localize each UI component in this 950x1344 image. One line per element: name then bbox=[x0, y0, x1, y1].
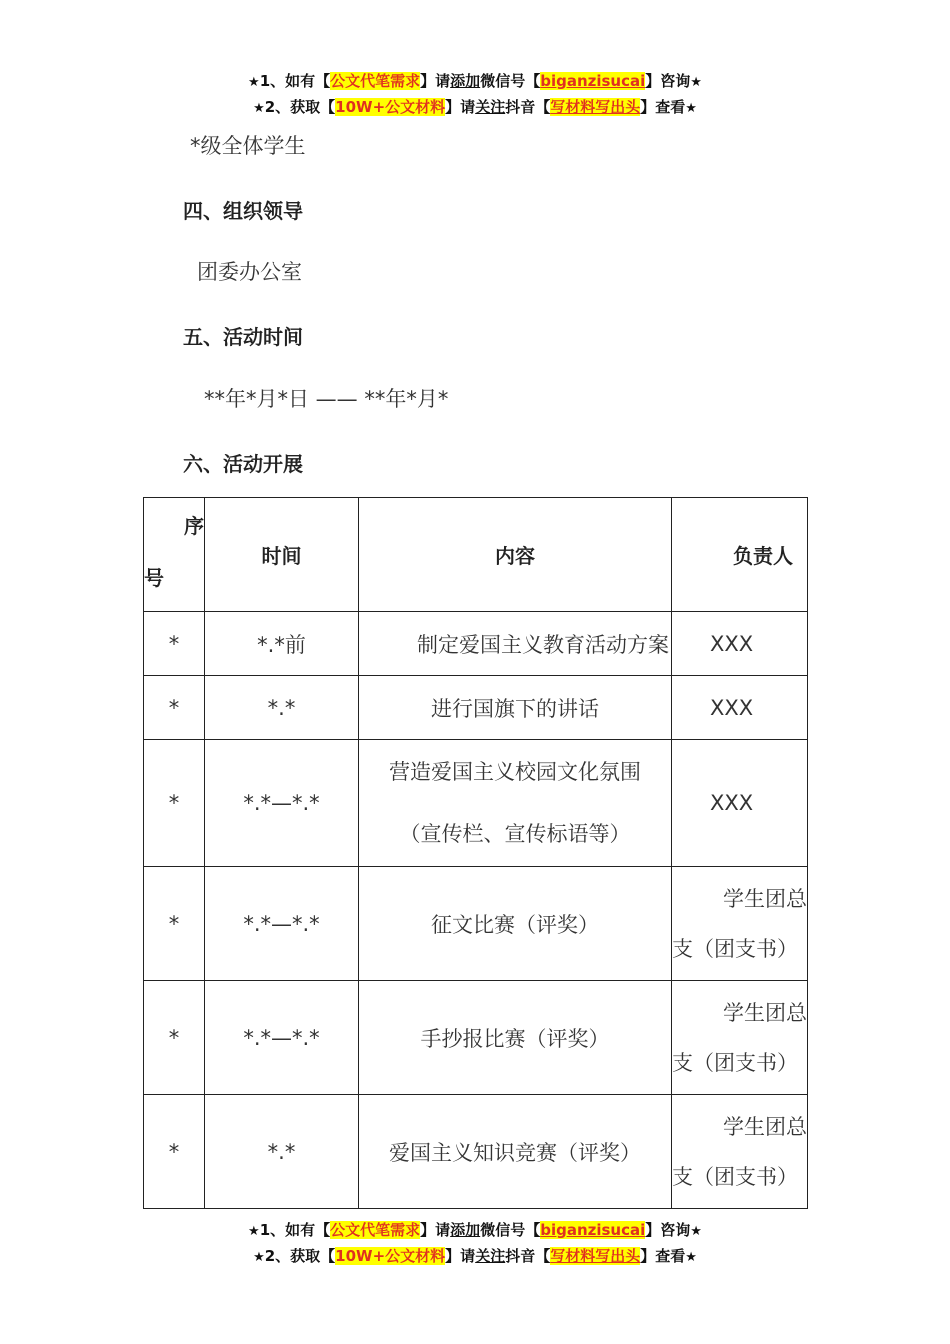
banner-underline: 关注 bbox=[475, 1247, 506, 1265]
banner-text: 抖音【 bbox=[505, 98, 551, 116]
cell-person-line2: 支（团支书） bbox=[672, 936, 798, 961]
header-time: 时间 bbox=[205, 498, 359, 612]
cell-seq: * bbox=[144, 867, 205, 981]
cell-content: 爱国主义知识竞赛（评奖） bbox=[359, 1095, 672, 1209]
banner-text: 】请 bbox=[445, 98, 476, 116]
banner-text: 微信号【 bbox=[480, 72, 541, 90]
banner-text: 】请 bbox=[445, 1247, 476, 1265]
cell-person: XXX bbox=[672, 612, 808, 676]
star-icon: ★ bbox=[253, 101, 265, 116]
banner-text: 】咨询 bbox=[645, 1221, 691, 1239]
banner-text: 】咨询 bbox=[645, 72, 691, 90]
banner-highlight: 公文代笔需求 bbox=[330, 1221, 421, 1239]
header-seq bbox=[144, 498, 205, 612]
banner-underline: 关注 bbox=[475, 98, 506, 116]
star-icon: ★ bbox=[253, 1250, 265, 1265]
banner-line-1 bbox=[0, 69, 950, 95]
table-row bbox=[144, 981, 808, 1095]
star-icon: ★ bbox=[685, 101, 697, 116]
banner-text: 2、获取【 bbox=[264, 1247, 336, 1265]
header-person: 负责人 bbox=[672, 498, 808, 612]
cell-time: *.*前 bbox=[205, 612, 359, 676]
cell-person-line2: 支（团支书） bbox=[672, 1164, 798, 1189]
cell-person: XXX bbox=[672, 740, 808, 867]
banner-text: 】请 bbox=[420, 72, 451, 90]
banner-line-1 bbox=[0, 1218, 950, 1244]
header-seq-part1: 序 bbox=[184, 514, 204, 538]
star-icon: ★ bbox=[690, 75, 702, 90]
table-row bbox=[144, 740, 808, 867]
cell-person-line1: 学生团总 bbox=[723, 886, 807, 911]
banner-highlight: 公文代笔需求 bbox=[330, 72, 421, 90]
banner-underline: 添加 bbox=[450, 1221, 481, 1239]
cell-time: *.* bbox=[205, 676, 359, 740]
activity-table bbox=[143, 497, 808, 1209]
cell-person bbox=[672, 981, 808, 1095]
table-row bbox=[144, 1095, 808, 1209]
cell-seq: * bbox=[144, 612, 205, 676]
banner-highlight: 10W+公文材料 bbox=[335, 98, 446, 116]
cell-seq: * bbox=[144, 981, 205, 1095]
section-4-heading: 四、组织领导 bbox=[183, 199, 303, 223]
banner-text: 抖音【 bbox=[505, 1247, 551, 1265]
banner-text: 1、如有【 bbox=[259, 72, 331, 90]
cell-time: *.*—*.* bbox=[205, 740, 359, 867]
wechat-id-link[interactable]: biganzisucai bbox=[540, 1221, 646, 1239]
cell-person-line2: 支（团支书） bbox=[672, 1050, 798, 1075]
section-5-heading: 五、活动时间 bbox=[183, 325, 303, 349]
banner-underline: 添加 bbox=[450, 72, 481, 90]
header-content: 内容 bbox=[359, 498, 672, 612]
table-row bbox=[144, 676, 808, 740]
banner-line-2 bbox=[0, 95, 950, 121]
cell-seq: * bbox=[144, 676, 205, 740]
cell-content: 进行国旗下的讲话 bbox=[359, 676, 672, 740]
banner-highlight: 10W+公文材料 bbox=[335, 1247, 446, 1265]
wechat-id-link[interactable]: biganzisucai bbox=[540, 72, 646, 90]
cell-seq: * bbox=[144, 740, 205, 867]
cell-content: 手抄报比赛（评奖） bbox=[359, 981, 672, 1095]
bottom-banner bbox=[0, 1218, 950, 1270]
cell-person bbox=[672, 867, 808, 981]
table-row bbox=[144, 612, 808, 676]
douyin-account-link[interactable]: 写材料写出头 bbox=[550, 98, 641, 116]
section-6-heading: 六、活动开展 bbox=[183, 452, 303, 476]
cell-seq: * bbox=[144, 1095, 205, 1209]
banner-text: 微信号【 bbox=[480, 1221, 541, 1239]
cell-content bbox=[359, 740, 672, 867]
douyin-account-link[interactable]: 写材料写出头 bbox=[550, 1247, 641, 1265]
header-seq-part2: 号 bbox=[144, 566, 164, 590]
cell-time: *.*—*.* bbox=[205, 867, 359, 981]
banner-text: 1、如有【 bbox=[259, 1221, 331, 1239]
banner-text: 】查看 bbox=[640, 98, 686, 116]
cell-time: *.*—*.* bbox=[205, 981, 359, 1095]
section-4-text: 团委办公室 bbox=[197, 260, 302, 284]
banner-text: 2、获取【 bbox=[264, 98, 336, 116]
cell-content-line2: （宣传栏、宣传标语等） bbox=[399, 822, 631, 846]
cell-time: *.* bbox=[205, 1095, 359, 1209]
top-banner bbox=[0, 69, 950, 121]
table-header-row bbox=[144, 498, 808, 612]
cell-person bbox=[672, 1095, 808, 1209]
star-icon: ★ bbox=[690, 1224, 702, 1239]
cell-content-line1: 营造爱国主义校园文化氛围 bbox=[389, 760, 641, 784]
banner-text: 】查看 bbox=[640, 1247, 686, 1265]
star-icon: ★ bbox=[248, 75, 260, 90]
banner-text: 】请 bbox=[420, 1221, 451, 1239]
cell-person: XXX bbox=[672, 676, 808, 740]
cell-person-line1: 学生团总 bbox=[723, 1114, 807, 1139]
table-row bbox=[144, 867, 808, 981]
cell-content: 征文比赛（评奖） bbox=[359, 867, 672, 981]
cell-person-line1: 学生团总 bbox=[723, 1000, 807, 1025]
star-icon: ★ bbox=[248, 1224, 260, 1239]
cell-content: 制定爱国主义教育活动方案 bbox=[359, 612, 672, 676]
section-5-text: **年*月*日 —— **年*月* bbox=[204, 387, 449, 411]
star-icon: ★ bbox=[685, 1250, 697, 1265]
participants-text: *级全体学生 bbox=[190, 134, 306, 158]
banner-line-2 bbox=[0, 1244, 950, 1270]
